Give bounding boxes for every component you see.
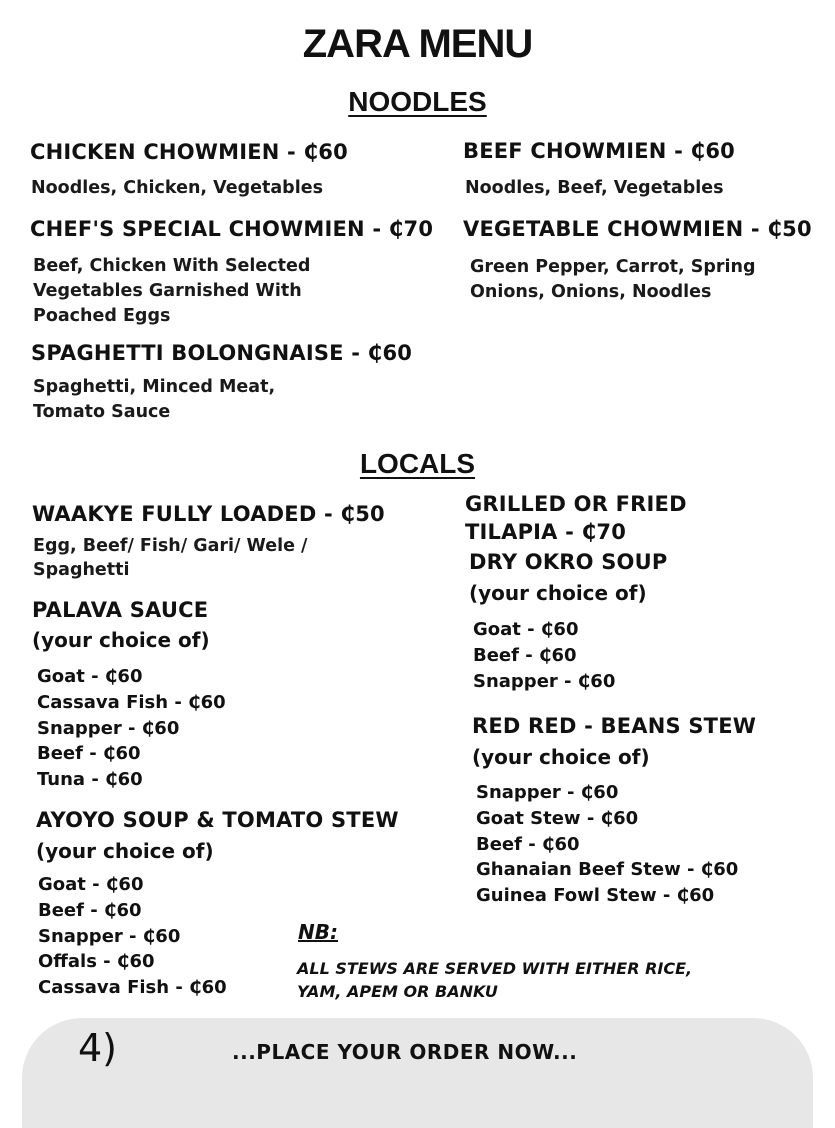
item-desc-waakye-line1: Egg, Beef/ Fish/ Gari/ Wele / [33, 536, 308, 556]
ayoyo-options-list [38, 872, 227, 1001]
list-item: Snapper - ₵60 [37, 717, 180, 739]
item-name-ayoyo-soup: AYOYO SOUP & TOMATO STEW [36, 808, 399, 832]
list-item: Snapper - ₵60 [38, 925, 181, 947]
item-name-tilapia-line2: TILAPIA - ₵70 [465, 520, 627, 544]
item-desc-vegetable-line1: Green Pepper, Carrot, Spring [470, 257, 756, 277]
ayoyo-choice-subtitle: (your choice of) [36, 839, 214, 863]
okro-options-list [473, 617, 615, 694]
item-desc-chefs-special-line3: Poached Eggs [33, 306, 171, 326]
list-item: Beef - ₵60 [476, 833, 580, 855]
list-item: Guinea Fowl Stew - ₵60 [476, 885, 715, 907]
list-item: Ghanaian Beef Stew - ₵60 [476, 859, 739, 881]
list-item: Goat - ₵60 [473, 619, 579, 640]
item-desc-beef-chowmien: Noodles, Beef, Vegetables [465, 178, 724, 198]
item-name-palava-sauce: PALAVA SAUCE [32, 598, 209, 622]
item-desc-chefs-special-line2: Vegetables Garnished With [33, 281, 302, 301]
item-desc-spaghetti-line2: Tomato Sauce [33, 402, 171, 422]
page-number: 4) [78, 1026, 118, 1070]
item-name-chefs-special-chowmien: CHEF'S SPECIAL CHOWMIEN - ₵70 [30, 217, 434, 241]
item-desc-waakye-line2: Spaghetti [33, 560, 130, 580]
list-item: Goat - ₵60 [37, 666, 143, 687]
item-desc-vegetable-line2: Onions, Onions, Noodles [470, 282, 712, 302]
item-desc-spaghetti-line1: Spaghetti, Minced Meat, [33, 377, 276, 397]
item-desc-chicken-chowmien: Noodles, Chicken, Vegetables [31, 178, 323, 198]
list-item: Beef - ₵60 [37, 743, 141, 765]
note-label: NB: [298, 920, 338, 944]
note-text-line1: ALL STEWS ARE SERVED WITH EITHER RICE, [297, 959, 693, 978]
item-name-dry-okro-soup: DRY OKRO SOUP [469, 550, 668, 574]
list-item: Tuna - ₵60 [37, 769, 143, 791]
redred-choice-subtitle: (your choice of) [472, 745, 650, 769]
item-name-tilapia-line1: GRILLED OR FRIED [465, 492, 687, 516]
palava-options-list [37, 664, 226, 793]
item-name-waakye: WAAKYE FULLY LOADED - ₵50 [32, 502, 385, 526]
item-desc-chefs-special-line1: Beef, Chicken With Selected [33, 256, 311, 276]
item-name-chicken-chowmien: CHICKEN CHOWMIEN - ₵60 [30, 140, 348, 164]
list-item: Goat Stew - ₵60 [476, 807, 639, 829]
list-item: Snapper - ₵60 [473, 670, 616, 692]
palava-choice-subtitle: (your choice of) [32, 628, 210, 652]
list-item: Cassava Fish - ₵60 [38, 977, 227, 999]
menu-title: ZARA MENU [302, 22, 533, 66]
item-name-spaghetti-bolongnaise: SPAGHETTI BOLONGNAISE - ₵60 [31, 341, 413, 365]
list-item: Offals - ₵60 [38, 951, 155, 973]
footer-banner [22, 1018, 813, 1128]
item-name-red-red: RED RED - BEANS STEW [472, 714, 757, 738]
list-item: Goat - ₵60 [38, 874, 144, 895]
list-item: Cassava Fish - ₵60 [37, 691, 226, 713]
section-heading-locals: LOCALS [359, 448, 476, 479]
order-cta-text: ...PLACE YOUR ORDER NOW... [232, 1040, 578, 1064]
section-heading-noodles: NOODLES [348, 86, 487, 117]
item-name-vegetable-chowmien: VEGETABLE CHOWMIEN - ₵50 [463, 217, 812, 241]
item-name-beef-chowmien: BEEF CHOWMIEN - ₵60 [463, 139, 735, 163]
list-item: Snapper - ₵60 [476, 782, 619, 803]
note-text-line2: YAM, APEM OR BANKU [297, 982, 498, 1001]
list-item: Beef - ₵60 [38, 899, 142, 921]
okro-choice-subtitle: (your choice of) [469, 581, 647, 605]
redred-options-list [476, 780, 738, 909]
list-item: Beef - ₵60 [473, 644, 577, 666]
